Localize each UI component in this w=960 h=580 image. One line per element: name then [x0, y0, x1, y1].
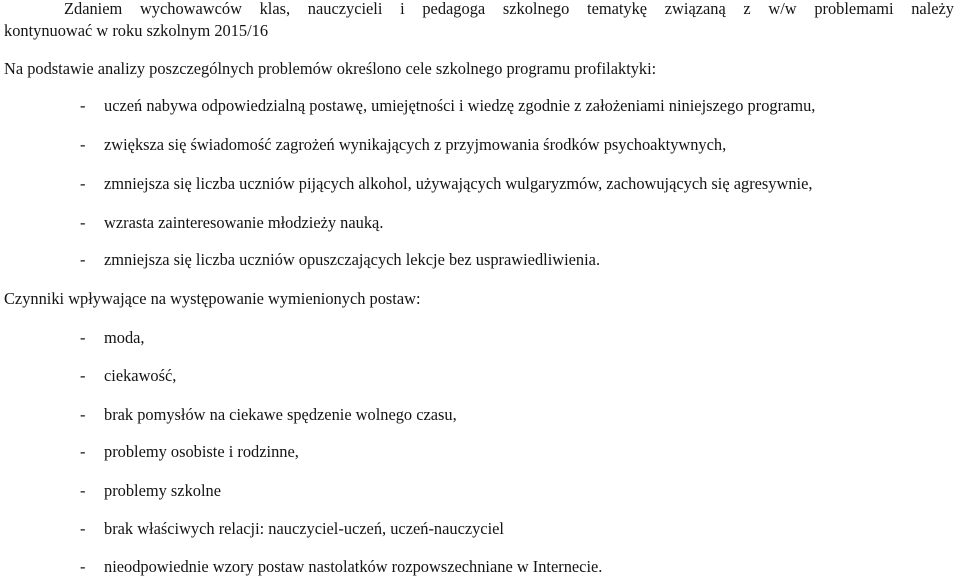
- bullet-dash: -: [80, 96, 86, 115]
- list-item: [80, 212, 383, 234]
- intro-line-1: Zdaniem wychowawców klas, nauczycieli i pedagoga szkolnego tematykę związaną z w/w problemami należy: [64, 0, 954, 18]
- list-item: [80, 480, 221, 502]
- list-item: [80, 404, 457, 426]
- bullet-dash: -: [80, 366, 86, 385]
- bullet-dash: -: [80, 174, 86, 193]
- factor-item-text: brak właściwych relacji: nauczyciel-uczeń, uczeń-nauczyciel: [104, 519, 504, 538]
- bullet-dash: -: [80, 442, 86, 461]
- bullet-dash: -: [80, 250, 86, 269]
- list-item: [80, 134, 726, 156]
- list-item: [80, 249, 600, 271]
- intro-paragraph: [4, 0, 954, 42]
- list-item: [80, 518, 504, 540]
- factor-item-text: problemy osobiste i rodzinne,: [104, 442, 299, 461]
- bullet-dash: -: [80, 135, 86, 154]
- bullet-dash: -: [80, 405, 86, 424]
- list-item: [80, 95, 815, 117]
- goals-heading: Na podstawie analizy poszczególnych problemów określono cele szkolnego programu profilaktyki:: [4, 59, 657, 78]
- factor-item-text: brak pomysłów na ciekawe spędzenie wolnego czasu,: [104, 405, 457, 424]
- list-item: [80, 365, 176, 387]
- bullet-dash: -: [80, 213, 86, 232]
- goal-item-text: zmniejsza się liczba uczniów pijących alkohol, używających wulgaryzmów, zachowujących się agresywnie,: [104, 174, 813, 193]
- list-item: [80, 556, 602, 578]
- bullet-dash: -: [80, 328, 86, 347]
- goal-item-text: zwiększa się świadomość zagrożeń wynikających z przyjmowania środków psychoaktywnych,: [104, 135, 727, 154]
- factors-heading: Czynniki wpływające na występowanie wymienionych postaw:: [4, 289, 421, 308]
- bullet-dash: -: [80, 557, 86, 576]
- intro-line-2: kontynuować w roku szkolnym 2015/16: [4, 21, 269, 40]
- factor-item-text: ciekawość,: [104, 366, 177, 385]
- factor-item-text: moda,: [104, 328, 145, 347]
- factor-item-text: nieodpowiednie wzory postaw nastolatków rozpowszechniane w Internecie.: [104, 557, 603, 576]
- bullet-dash: -: [80, 519, 86, 538]
- factor-item-text: problemy szkolne: [104, 481, 221, 500]
- goal-item-text: uczeń nabywa odpowiedzialną postawę, umiejętności i wiedzę zgodnie z założeniami niniejszego programu,: [104, 96, 816, 115]
- list-item: [80, 173, 812, 195]
- list-item: [80, 441, 299, 463]
- list-item: [80, 327, 145, 349]
- goal-item-text: wzrasta zainteresowanie młodzieży nauką.: [104, 213, 384, 232]
- goal-item-text: zmniejsza się liczba uczniów opuszczających lekcje bez usprawiedliwienia.: [104, 250, 601, 269]
- bullet-dash: -: [80, 481, 86, 500]
